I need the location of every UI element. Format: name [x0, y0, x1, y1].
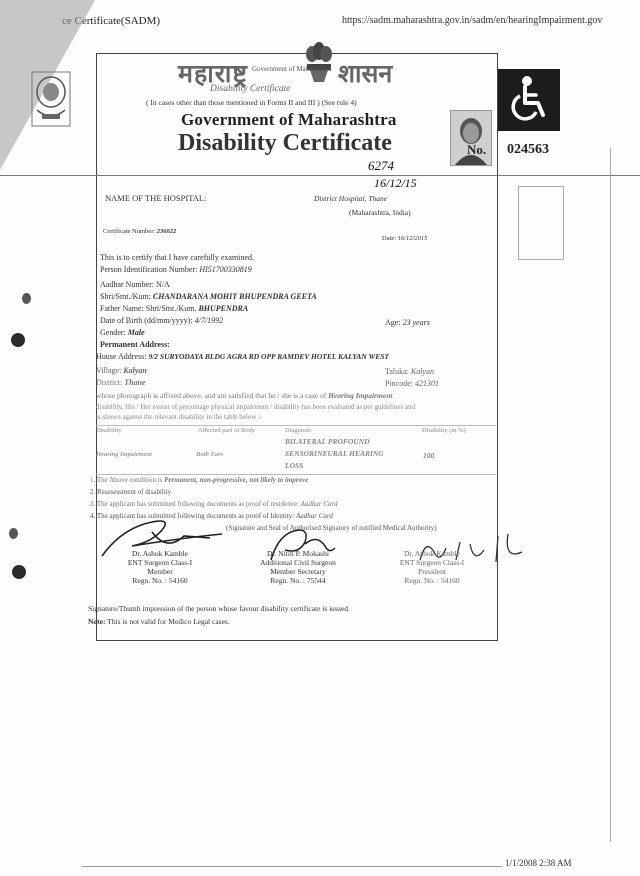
signatory-3: Dr. Ashok Kamble ENT Surgeon Class-I President Regn. No. : 54160	[399, 549, 465, 585]
dob-line: Date of Birth (dd/mm/yyyy): 4/7/1992	[100, 316, 224, 325]
punch-hole	[22, 293, 31, 304]
bottom-rule	[82, 866, 502, 867]
intro-line: This is to certify that I have carefully examined.	[100, 253, 254, 262]
certificate-serial: 024563	[507, 142, 549, 157]
browser-tab-title: ce Certificate(SADM)	[62, 15, 161, 27]
marathi-title-right: शासन	[338, 61, 393, 88]
thumb-impression-line: Signature/Thumb impression of the person whose favour disability certificate is issued	[88, 604, 348, 613]
divider	[0, 175, 640, 176]
house-address-line: House Address: 9/2 SURYODAYA BLDG AGRA RD OPP RAMDEV HOTEL KALYAN WEST	[96, 352, 389, 361]
gender-line: Gender: Male	[100, 328, 145, 337]
punch-hole	[11, 333, 25, 347]
serial-no-label: No.	[467, 142, 487, 157]
table-cell-body-part: Both Ears	[196, 451, 224, 458]
signatory-2: Dr. Nitin P. Mokashi Additional Civil Surgeon Member Secretary Regn. No. : 75544	[260, 549, 336, 585]
note-line: Note: This is not valid for Medico Legal cases.	[88, 617, 230, 626]
district-line: District: Thane	[96, 378, 146, 387]
pincode-line: Pincode: 421301	[385, 379, 439, 388]
village-line: Village: Kalyan	[96, 366, 147, 375]
note-4: 4. The applicant has submitted following documents as proof of Identity: Aadhar Card	[90, 512, 333, 520]
certificate-date-line: Date: 16/12/2015	[382, 235, 428, 242]
table-cell-diagnosis-2: SENSORINEURAL HEARING	[285, 449, 384, 458]
statement-line-3: is shown against the relevant disability in the table below :-	[96, 413, 263, 421]
taluka-line: Taluka: Kalyan	[385, 367, 434, 376]
table-cell-percent: 100	[423, 451, 435, 460]
hospital-label: NAME OF THE HOSPITAL:	[105, 193, 207, 203]
table-cell-disability: Hearing Impairment	[96, 451, 152, 458]
table-divider	[96, 474, 496, 475]
empty-box	[518, 186, 564, 260]
wheelchair-icon	[498, 69, 560, 131]
table-cell-diagnosis-1: BILATERAL PROFOUND	[285, 437, 370, 446]
hospital-state: (Maharashtra, India)	[349, 208, 411, 217]
handwritten-number: 6274	[368, 158, 394, 173]
page-edge-line	[610, 148, 611, 842]
punch-hole	[9, 528, 18, 539]
certificate-title: Disability Certificate	[178, 130, 392, 156]
state-seal-icon	[30, 70, 72, 128]
note-3: 3. The applicant has submitted following documents as proof of residence: Aadhar Card	[90, 500, 338, 508]
note-1: 1. The Above condition is Permanent, non-progressive, not likely to improve	[90, 476, 309, 484]
table-header-disability: Disability	[96, 427, 122, 434]
age-line: Age: 23 years	[385, 318, 430, 327]
handwritten-date: 16/12/15	[374, 176, 417, 190]
signatory-1: Dr. Ashok Kamble ENT Surgeon Class-I Member Regn. No. : 54160	[127, 549, 193, 585]
punch-hole	[12, 565, 26, 579]
page-url: https://sadm.maharashtra.gov.in/sadm/en/hearingImpairment.gov	[342, 15, 603, 26]
print-timestamp: 1/1/2008 2:38 AM	[505, 858, 572, 868]
table-header-diagnosis: Diagnosis	[285, 427, 311, 434]
statement-line-1: whose photograph is affixed above, and am satisfied that he / she is a case of Hearing Impairment	[96, 391, 393, 400]
table-cell-diagnosis-3: LOSS	[285, 461, 304, 470]
note-2: 2. Reassessment of disability	[90, 488, 172, 496]
government-title: Government of Maharashtra	[181, 110, 397, 129]
disability-certificate-small: Disability Certificate	[210, 84, 291, 94]
father-line: Father Name: Shri/Smt./Kum. BHUPENDRA	[100, 304, 249, 313]
table-header-percent: Disability (in %)	[422, 427, 466, 434]
pid-line: Person Identification Number: HI51700330819	[100, 265, 252, 274]
forms-note: ( In cases other than those mentioned in Forms II and III ) (See rule 4)	[146, 98, 357, 107]
name-line: Shri/Smt./Kum: CHANDARANA MOHIT BHUPENDRA GEETA	[100, 292, 317, 301]
table-divider	[96, 425, 496, 426]
statement-line-2: disability. His / Her extent of percentage physical impairment / disability has been evaluated as per guidelines and	[96, 403, 416, 411]
permanent-address-label: Permanent Address:	[100, 340, 170, 349]
signature-caption: (Signature and Seal of Authorised Signatory of notified Medical Authority)	[226, 524, 437, 532]
certificate-number-line: Certificate Number: 236022	[103, 228, 177, 235]
national-emblem-icon	[302, 40, 336, 86]
table-header-body-part: Affected part of Body	[198, 427, 256, 434]
marathi-title-left: महाराष्ट्र	[178, 61, 249, 88]
hospital-name: District Hospital, Thane	[314, 194, 388, 203]
aadhar-line: Aadhar Number: N/A	[100, 280, 170, 289]
government-small-title: Government of Maharashtra	[252, 65, 332, 73]
